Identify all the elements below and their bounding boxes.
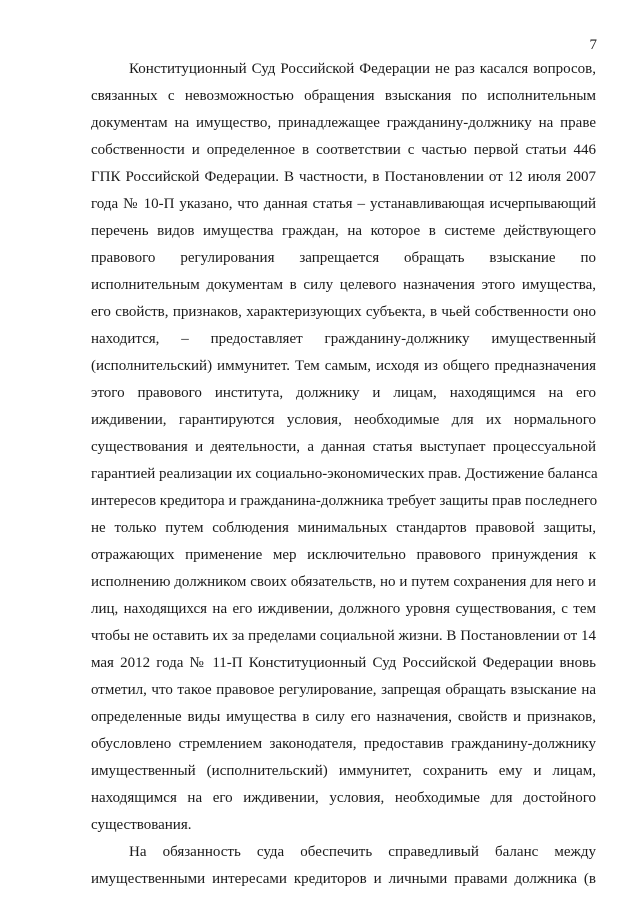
text-line: находящимся на его иждивении, условия, необходимые для достойного — [91, 790, 596, 806]
text-line: имущественный (исполнительский) иммунитет, сохранить ему и лицам, — [91, 763, 596, 779]
body-text — [91, 56, 596, 893]
text-line: отметил, что такое правовое регулирование, запрещая обращать взыскание на — [91, 682, 596, 698]
text-line: иждивении, гарантируются условия, необходимые для их нормального — [91, 412, 596, 428]
text-line: находится, – предоставляет гражданину-должнику имущественный — [91, 331, 596, 347]
text-line: На обязанность суда обеспечить справедливый баланс между — [129, 844, 596, 860]
text-line: правового регулирования запрещается обращать взыскание по — [91, 250, 596, 266]
text-line: обусловлено стремлением законодателя, предоставив гражданину-должнику — [91, 736, 596, 752]
text-line: этого правового института, должнику и лицам, находящимся на его — [91, 385, 596, 401]
text-line: документам на имущество, принадлежащее гражданину-должнику на праве — [91, 115, 596, 131]
text-line: имущественными интересами кредиторов и личными правами должника (в — [91, 871, 596, 887]
text-line: мая 2012 года № 11-П Конституционный Суд Российской Федерации вновь — [91, 655, 596, 671]
text-line: перечень видов имущества граждан, на которое в системе действующего — [91, 223, 596, 239]
text-line: интересов кредитора и гражданина-должника требует защиты прав последнего — [91, 493, 598, 509]
text-line: не только путем соблюдения минимальных стандартов правовой защиты, — [91, 520, 596, 536]
text-line: года № 10-П указано, что данная статья – устанавливающая исчерпывающий — [91, 196, 596, 212]
text-line: чтобы не оставить их за пределами социальной жизни. В Постановлении от 14 — [91, 628, 596, 644]
text-line: определенные виды имущества в силу его назначения, свойств и признаков, — [91, 709, 596, 725]
text-line: связанных с невозможностью обращения взыскания по исполнительным — [91, 88, 596, 104]
text-line: его свойств, признаков, характеризующих субъекта, в чьей собственности оно — [91, 304, 596, 320]
text-line: собственности и определенное в соответствии с частью первой статьи 446 — [91, 142, 596, 158]
text-line: ГПК Российской Федерации. В частности, в Постановлении от 12 июля 2007 — [91, 169, 596, 185]
text-line: отражающих применение мер исключительно правового принуждения к — [91, 547, 596, 563]
text-line: гарантией реализации их социально-экономических прав. Достижение баланса — [91, 466, 598, 482]
text-line: исполнению должником своих обязательств, но и путем сохранения для него и — [91, 574, 596, 590]
text-line: (исполнительский) иммунитет. Тем самым, исходя из общего предназначения — [91, 358, 596, 374]
text-line: исполнительным документам в силу целевого назначения этого имущества, — [91, 277, 596, 293]
text-line: существования и деятельности, а данная статья выступает процессуальной — [91, 439, 596, 455]
page-number: 7 — [589, 37, 597, 53]
text-line: существования. — [91, 817, 192, 833]
text-line: Конституционный Суд Российской Федерации не раз касался вопросов, — [129, 61, 596, 77]
text-line: лиц, находящихся на его иждивении, должного уровня существования, с тем — [91, 601, 596, 617]
